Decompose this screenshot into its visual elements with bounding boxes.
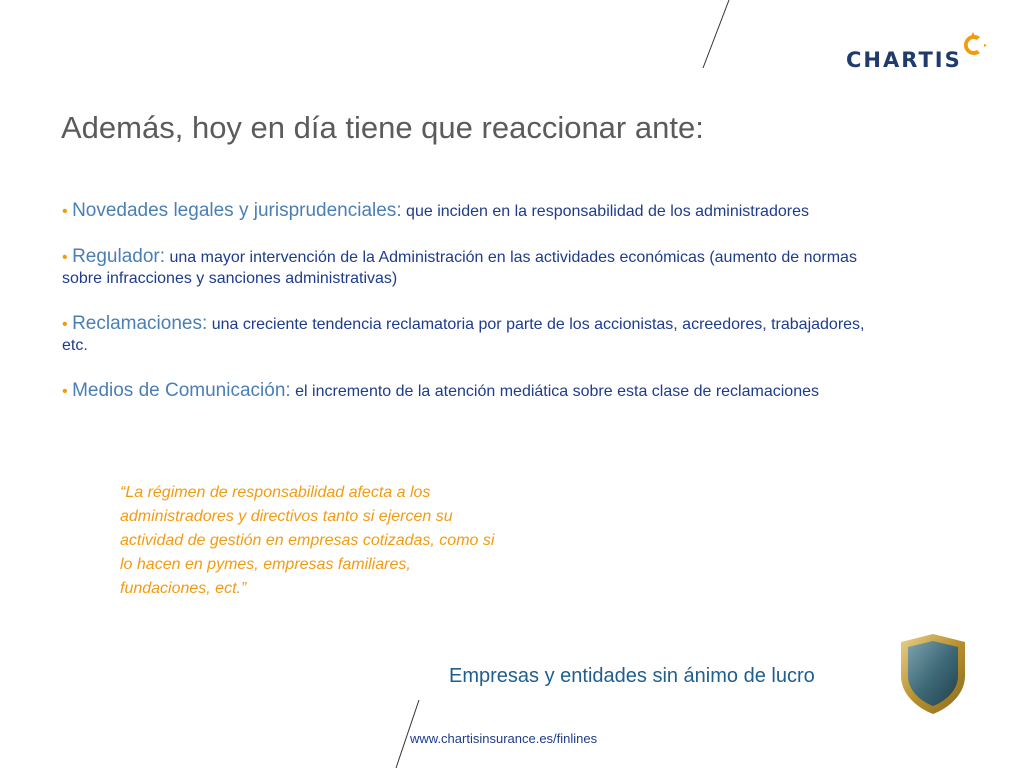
bullet-item — [62, 380, 874, 402]
chartis-logo — [846, 30, 996, 74]
bullet-heading: Reclamaciones: — [72, 313, 208, 334]
bullet-item — [62, 200, 874, 222]
bullet-item — [62, 313, 874, 356]
crescent-logo-icon — [958, 30, 988, 60]
footer-url-link[interactable]: www.chartisinsurance.es/finlines — [410, 731, 598, 746]
bullet-heading: Regulador: — [72, 246, 166, 267]
bullet-list — [62, 200, 874, 426]
bullet-description: el incremento de la atención mediática sobre esta clase de reclamaciones — [295, 383, 819, 400]
bullet-description: una mayor intervención de la Administración en las actividades económicas (aumento de normas sobre infracciones y sanciones administrativas) — [62, 249, 857, 287]
pull-quote: “La régimen de responsabilidad afecta a los administradores y directivos tanto si ejercen su actividad de gestión en empresas cotizadas, como si lo hacen en pymes, empresas familiares, fundaciones, ect.” — [120, 484, 495, 597]
bullet-heading: Novedades legales y jurisprudenciales — [72, 200, 397, 221]
bullet-description: que inciden en la responsabilidad de los administradores — [406, 203, 809, 220]
section-subtitle: Empresas y entidades sin ánimo de lucro — [449, 665, 815, 687]
bullet-item — [62, 246, 874, 289]
bullet-marker: • — [62, 249, 68, 266]
bullet-description: una creciente tendencia reclamatoria por parte de los accionistas, acreedores, trabajadores, etc. — [62, 316, 865, 354]
logo-text: CHARTIS — [846, 48, 962, 72]
bullet-separator: : — [396, 200, 402, 221]
top-diagonal-line — [700, 0, 732, 70]
bullet-marker: • — [62, 383, 68, 400]
slide-title: Además, hoy en día tiene que reaccionar ante: — [61, 110, 704, 145]
shield-icon — [897, 632, 969, 716]
bullet-marker: • — [62, 316, 68, 333]
bullet-marker: • — [62, 203, 68, 220]
bullet-heading: Medios de Comunicación: — [72, 380, 291, 401]
